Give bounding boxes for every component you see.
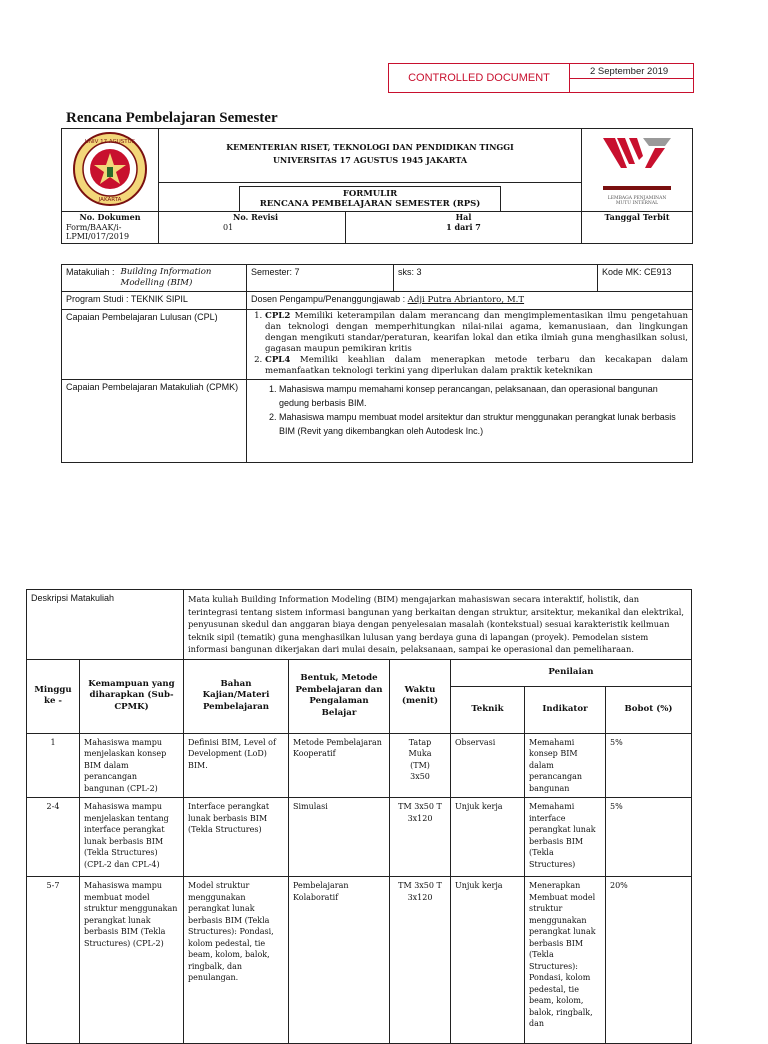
dosen-cell: [247, 292, 693, 310]
cpl-item-text: Memiliki keterampilan dalam merancang dan mengimplementasikan ilmu pengetahuan dan teknologi dengan memperhitungkan nilai-nilai agama, kemanusiaan, dan lingkungan dengan mengikuti standar/peraturan, kearifan lokal dan etika ilmiah guna menghasilkan solusi, gagasan maupun pemikiran kritis: [265, 311, 688, 354]
tanggal-terbit-label: Tanggal Terbit: [604, 212, 670, 222]
svg-text:JAKARTA: JAKARTA: [98, 197, 122, 203]
deskripsi-label-cell: Deskripsi Matakuliah: [27, 590, 184, 660]
dosen-value: Adji Putra Abriantoro, M.T: [407, 295, 525, 305]
deskripsi-text-cell: Mata kuliah Building Information Modeling (BIM) mengajarkan mahasiswan secara interaktif, holistik, dan terintegrasi tentang sistem informasi bangunan yang berkaitan dengan struktur, arsitektur, mekanikal dan elektrikal, penyusunan skedul dan anggaran biaya dengan penyelesaian masalah (kontekstual) sesuai karakteristik keilmuan teknik sipil (tematik) guna menghasilkan lulusan yang berdaya guna di lapangan (proyek). Pemodelan sistem informasi bangunan dikerjakan dari mulai desain, pelaksanaan, sampai ke operasional dan pemeliharaan.: [184, 590, 692, 660]
row-bobot: 5%: [606, 798, 692, 877]
row-bobot: 5%: [606, 733, 692, 798]
semester-cell: Semester: 7: [247, 265, 394, 292]
row-teknik: Observasi: [451, 733, 525, 798]
header-table: [61, 128, 693, 244]
row-bobot: 20%: [606, 877, 692, 1044]
controlled-document-label: CONTROLLED DOCUMENT: [389, 64, 570, 92]
cpmk-label-cell: Capaian Pembelajaran Matakuliah (CPMK): [62, 380, 247, 463]
header-waktu: Waktu (menit): [390, 659, 451, 733]
lpmi-logo-icon: [599, 134, 675, 194]
matakuliah-label: Matakuliah :: [66, 267, 115, 277]
form-label: FORMULIR: [342, 189, 398, 199]
header-teknik: Teknik: [451, 686, 525, 733]
matakuliah-value: Building Information Modelling (BIM): [120, 267, 212, 288]
row-indikator: Memahami konsep BIM dalam perancangan bangunan: [525, 733, 606, 798]
logo-left-cell: [62, 129, 159, 212]
ministry-header: [159, 129, 582, 183]
no-revisi-cell: [159, 212, 346, 244]
hal-cell: [346, 212, 582, 244]
no-revisi-value: 01: [223, 222, 234, 232]
row-kemampuan: Mahasiswa mampu menjelaskan tentang interface perangkat lunak berbasis BIM (Tekla Structures) (CPL-2 dan CPL-4): [80, 798, 184, 877]
university-name: UNIVERSITAS 17 AGUSTUS 1945 JAKARTA: [272, 155, 468, 165]
row-waktu: Tatap Muka (TM) 3x50: [390, 733, 451, 798]
cpl-item: [265, 311, 688, 355]
row-minggu: 2-4: [27, 798, 80, 877]
program-studi-cell: Program Studi : TEKNIK SIPIL: [62, 292, 247, 310]
header-indikator: Indikator: [525, 686, 606, 733]
header-bobot: Bobot (%): [606, 686, 692, 733]
row-indikator: Menerapkan Membuat model struktur menggunakan perangkat lunak berbasis BIM (Tekla Structures): Pondasi, kolom pedestal, tie beam, kolom, balok, ringbalk, dan: [525, 877, 606, 1044]
row-minggu: 5-7: [27, 877, 80, 1044]
form-title-cell: [159, 183, 582, 212]
form-title: RENCANA PEMBELAJARAN SEMESTER (RPS): [259, 199, 481, 209]
table-row: [27, 733, 692, 798]
table-row: [27, 877, 692, 1044]
no-dokumen-cell: [62, 212, 159, 244]
tanggal-terbit-cell: [582, 212, 693, 244]
lpmi-caption-1: LEMBAGA PENJAMINAN: [607, 196, 667, 201]
row-waktu: TM 3x50 T 3x120: [390, 877, 451, 1044]
weekly-plan-table: [26, 589, 692, 1044]
cpl-item: [265, 355, 688, 377]
row-teknik: Unjuk kerja: [451, 877, 525, 1044]
sks-cell: sks: 3: [394, 265, 598, 292]
matakuliah-cell: [62, 265, 247, 292]
ministry-name: KEMENTERIAN RISET, TEKNOLOGI DAN PENDIDIKAN TINGGI: [226, 142, 514, 152]
no-revisi-label: No. Revisi: [233, 212, 279, 222]
svg-text:UNIV 17 AGUSTUS: UNIV 17 AGUSTUS: [84, 139, 136, 145]
header-penilaian: Penilaian: [451, 659, 692, 686]
row-indikator: Memahami interface perangkat lunak berbasis BIM (Tekla Structures): [525, 798, 606, 877]
row-bentuk: Metode Pembelajaran Kooperatif: [289, 733, 390, 798]
controlled-document-box: [388, 63, 694, 93]
dosen-label: Dosen Pengampu/Penanggungjawab :: [251, 294, 406, 304]
row-teknik: Unjuk kerja: [451, 798, 525, 877]
page-title: Rencana Pembelajaran Semester: [66, 110, 278, 126]
hal-value: 1 dari 7: [446, 221, 481, 232]
cpmk-content-cell: [247, 380, 693, 463]
cpmk-item: 2. Mahasiswa mampu membuat model arsitektur dan struktur menggunakan perangkat lunak berbasis BIM (Revit yang dikembangkan oleh Autodesk Inc.): [279, 410, 688, 438]
row-bahan: Definisi BIM, Level of Development (LoD) BIM.: [184, 733, 289, 798]
lpmi-caption-2: MUTU INTERNAL: [615, 201, 659, 206]
cpl-item-text: Memiliki keahlian dalam menerapkan metode terbaru dan kecakapan dalam memanfaatkan teknologi terkini yang diperlukan dalam praktik keteknikan: [265, 355, 688, 376]
no-dokumen-label: No. Dokumen: [79, 212, 141, 222]
row-bahan: Interface perangkat lunak berbasis BIM (Tekla Structures): [184, 798, 289, 877]
row-bahan: Model struktur menggunakan perangkat lunak berbasis BIM (Tekla Structures): Pondasi, kolom pedestal, tie beam, kolom, balok, ringbalk, dan penulangan.: [184, 877, 289, 1044]
row-bentuk: Simulasi: [289, 798, 390, 877]
cpl-label-cell: Capaian Pembelajaran Lulusan (CPL): [62, 310, 247, 380]
row-kemampuan: Mahasiswa mampu menjelaskan konsep BIM dalam perancangan bangunan (CPL-2): [80, 733, 184, 798]
table-row: [27, 798, 692, 877]
university-seal-icon: [72, 131, 148, 207]
no-dokumen-value: Form/BAAK/i-LPMI/017/2019: [66, 222, 130, 241]
row-waktu: TM 3x50 T 3x120: [390, 798, 451, 877]
logo-right-cell: [582, 129, 693, 212]
header-kemampuan: Kemampuan yang diharapkan (Sub-CPMK): [80, 659, 184, 733]
row-kemampuan: Mahasiswa mampu membuat model struktur menggunakan perangkat lunak berbasis BIM (Tekla Structures) (CPL-2): [80, 877, 184, 1044]
kode-mk-cell: Kode MK: CE913: [598, 265, 693, 292]
cpl-content-cell: [247, 310, 693, 380]
row-bentuk: Pembelajaran Kolaboratif: [289, 877, 390, 1044]
row-minggu: 1: [27, 733, 80, 798]
header-minggu: Minggu ke -: [27, 659, 80, 733]
header-bentuk: Bentuk, Metode Pembelajaran dan Pengalaman Belajar: [289, 659, 390, 733]
cpl-item-code: CPL4: [265, 355, 291, 365]
header-bahan: Bahan Kajian/Materi Pembelajaran: [184, 659, 289, 733]
course-info-table: [61, 264, 693, 463]
cpmk-item: 1. Mahasiswa mampu memahami konsep perancangan, pelaksanaan, dan operasional bangunan gedung berbasis BIM.: [279, 382, 688, 410]
hal-label: Hal: [455, 212, 472, 222]
cpl-item-code: CPL2: [265, 311, 291, 321]
controlled-document-date: 2 September 2019: [570, 64, 693, 79]
